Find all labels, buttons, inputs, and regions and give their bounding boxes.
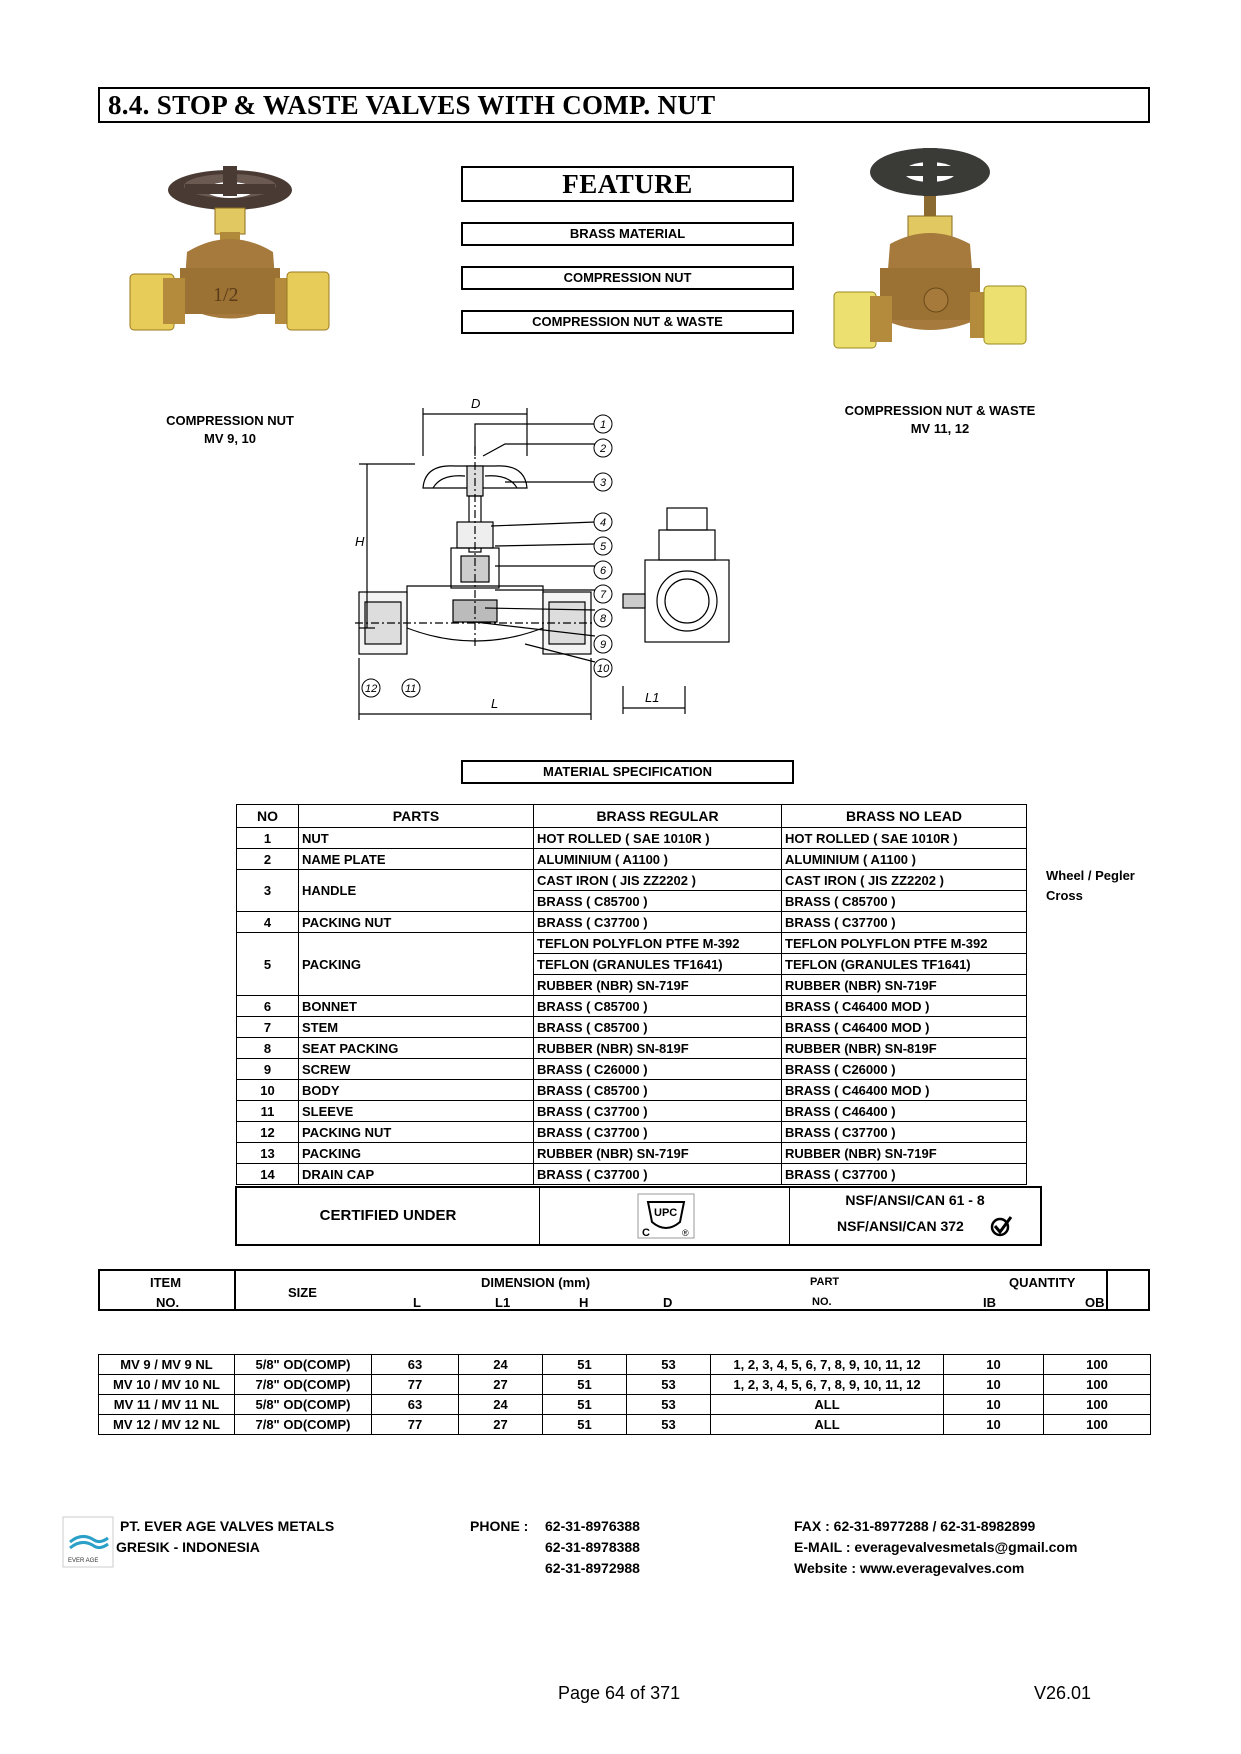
upc-logo-cell (540, 1188, 790, 1244)
cell-part: ALL (711, 1395, 944, 1415)
callout (594, 439, 612, 457)
caption-line: COMPRESSION NUT & WASTE (844, 403, 1036, 418)
row-nolead: BRASS ( C37700 ) (782, 1122, 1027, 1143)
callout (594, 537, 612, 555)
cell-ib: 10 (944, 1395, 1044, 1415)
col-header: DIMENSION (mm) (481, 1275, 591, 1290)
row-part: DRAIN CAP (299, 1164, 534, 1185)
version-number: V26.01 (1034, 1683, 1092, 1703)
row-nolead: BRASS ( C46400 MOD ) (782, 1080, 1027, 1101)
callout (594, 635, 612, 653)
row-part: SEAT PACKING (299, 1038, 534, 1059)
page-title: 8.4. STOP & WASTE VALVES WITH COMP. NUT (98, 87, 1150, 123)
cell-ib: 10 (944, 1355, 1044, 1375)
email-address[interactable]: E-MAIL : everagevalvesmetals@gmail.com (794, 1539, 1078, 1555)
cell-l: 77 (372, 1415, 459, 1435)
table-row (237, 996, 1027, 1017)
col-header: L1 (495, 1295, 511, 1310)
nsf-standard: NSF/ANSI/CAN 372 (837, 1218, 964, 1234)
row-nolead: ALUMINIUM ( A1100 ) (782, 849, 1027, 870)
caption-line: MV 11, 12 (910, 421, 970, 436)
row-regular: BRASS ( C85700 ) (534, 1080, 782, 1101)
size-marking: 1/2 (213, 284, 239, 306)
row-no: 9 (237, 1059, 299, 1080)
row-regular: HOT ROLLED ( SAE 1010R ) (534, 828, 782, 849)
table-row (99, 1355, 1151, 1375)
table-row (99, 1395, 1151, 1415)
col-header: D (663, 1295, 673, 1310)
cell-h: 51 (543, 1355, 627, 1375)
table-row (237, 1017, 1027, 1038)
cell-h: 51 (543, 1395, 627, 1415)
cell-size: 7/8" OD(COMP) (235, 1375, 372, 1395)
row-nolead: BRASS ( C46400 MOD ) (782, 996, 1027, 1017)
cell-ob: 100 (1044, 1415, 1151, 1435)
row-no: 8 (237, 1038, 299, 1059)
svg-text:12: 12 (365, 683, 378, 695)
row-part: PACKING (299, 1143, 534, 1164)
row-part: BONNET (299, 996, 534, 1017)
cell-l1: 24 (459, 1395, 543, 1415)
row-no: 6 (237, 996, 299, 1017)
handwheel-icon (168, 166, 292, 210)
row-nolead: BRASS ( C37700 ) (782, 912, 1027, 933)
material-spec-heading: MATERIAL SPECIFICATION (461, 760, 794, 784)
handwheel-icon (870, 148, 990, 196)
row-regular: TEFLON POLYFLON PTFE M-392 (534, 933, 782, 954)
cell-h: 51 (543, 1415, 627, 1435)
col-header: OB (1085, 1295, 1105, 1310)
row-part: STEM (299, 1017, 534, 1038)
svg-text:6: 6 (600, 565, 607, 577)
upc-logo-c: C (642, 1227, 650, 1239)
caption-line: MV 9, 10 (203, 431, 257, 446)
row-regular: CAST IRON ( JIS ZZ2202 ) (534, 870, 782, 891)
row-regular: BRASS ( C37700 ) (534, 1122, 782, 1143)
cell-l: 63 (372, 1395, 459, 1415)
row-nolead: HOT ROLLED ( SAE 1010R ) (782, 828, 1027, 849)
row-no: 7 (237, 1017, 299, 1038)
cell-part: 1, 2, 3, 4, 5, 6, 7, 8, 9, 10, 11, 12 (711, 1355, 944, 1375)
table-row (237, 828, 1027, 849)
cell-part: 1, 2, 3, 4, 5, 6, 7, 8, 9, 10, 11, 12 (711, 1375, 944, 1395)
svg-text:1: 1 (600, 419, 607, 431)
row-regular: RUBBER (NBR) SN-819F (534, 1038, 782, 1059)
cell-ob: 100 (1044, 1375, 1151, 1395)
cell-ob: 100 (1044, 1355, 1151, 1375)
cell-d: 53 (627, 1355, 711, 1375)
col-header: NO. (156, 1295, 180, 1310)
row-nolead: RUBBER (NBR) SN-719F (782, 1143, 1027, 1164)
upc-logo-text: UPC (654, 1207, 678, 1219)
row-no: 2 (237, 849, 299, 870)
row-nolead: TEFLON POLYFLON PTFE M-392 (782, 933, 1027, 954)
dim-label-l: L (491, 696, 499, 711)
feature-item: BRASS MATERIAL (461, 222, 794, 246)
company-location: GRESIK - INDONESIA (116, 1539, 260, 1555)
callout (594, 609, 612, 627)
row-part: SLEEVE (299, 1101, 534, 1122)
cell-d: 53 (627, 1415, 711, 1435)
row-no: 11 (237, 1101, 299, 1122)
table-row (237, 1122, 1027, 1143)
row-regular: RUBBER (NBR) SN-719F (534, 1143, 782, 1164)
feature-heading: FEATURE (461, 166, 794, 202)
row-part: NAME PLATE (299, 849, 534, 870)
row-no: 3 (237, 870, 299, 912)
cell-size: 5/8" OD(COMP) (235, 1395, 372, 1415)
row-regular: BRASS ( C37700 ) (534, 912, 782, 933)
certified-block (235, 1186, 1042, 1246)
row-regular: BRASS ( C85700 ) (534, 996, 782, 1017)
dim-label-l1: L1 (645, 690, 660, 705)
row-nolead: BRASS ( C37700 ) (782, 1164, 1027, 1185)
cell-d: 53 (627, 1395, 711, 1415)
row-nolead: RUBBER (NBR) SN-819F (782, 1038, 1027, 1059)
col-header: QUANTITY (1009, 1275, 1076, 1290)
upc-logo-r: ® (682, 1228, 689, 1238)
table-row (237, 933, 1027, 954)
svg-text:10: 10 (597, 663, 610, 675)
table-row (237, 1101, 1027, 1122)
company-logo (62, 1516, 114, 1568)
feature-item: COMPRESSION NUT (461, 266, 794, 290)
svg-text:4: 4 (600, 517, 607, 529)
col-header: ITEM (150, 1275, 182, 1290)
row-part: NUT (299, 828, 534, 849)
row-regular: RUBBER (NBR) SN-719F (534, 975, 782, 996)
row-part: PACKING NUT (299, 912, 534, 933)
col-header: BRASS REGULAR (534, 805, 782, 828)
cell-part: ALL (711, 1415, 944, 1435)
table-row (237, 1143, 1027, 1164)
logo-text: EVER AGE (68, 1558, 99, 1564)
col-header: PART (810, 1276, 840, 1288)
row-part: HANDLE (299, 870, 534, 912)
left-product-caption (140, 412, 320, 448)
dim-label-h: H (355, 534, 365, 549)
handle-note: Cross (1046, 888, 1083, 903)
compression-nut-waste-valve-photo (820, 140, 1030, 370)
cell-item: MV 9 / MV 9 NL (99, 1355, 235, 1375)
row-no: 12 (237, 1122, 299, 1143)
page-number: Page 64 of 371 (558, 1683, 681, 1703)
caption-line: COMPRESSION NUT (166, 413, 294, 428)
col-header: SIZE (288, 1285, 317, 1300)
row-no: 5 (237, 933, 299, 996)
handle-note: Wheel / Pegler (1046, 868, 1135, 883)
table-row (237, 1059, 1027, 1080)
table-row (237, 912, 1027, 933)
row-no: 13 (237, 1143, 299, 1164)
col-header: NO (237, 805, 299, 828)
cell-ib: 10 (944, 1415, 1044, 1435)
row-no: 4 (237, 912, 299, 933)
row-regular: TEFLON (GRANULES TF1641) (534, 954, 782, 975)
cell-item: MV 12 / MV 12 NL (99, 1415, 235, 1435)
cell-ib: 10 (944, 1375, 1044, 1395)
cell-ob: 100 (1044, 1395, 1151, 1415)
certified-label: CERTIFIED UNDER (237, 1188, 540, 1244)
row-nolead: BRASS ( C46400 MOD ) (782, 1017, 1027, 1038)
phone-number: 62-31-8976388 (545, 1518, 640, 1534)
nsf-standard: NSF/ANSI/CAN 61 - 8 (845, 1192, 985, 1208)
col-header: PARTS (299, 805, 534, 828)
cell-size: 5/8" OD(COMP) (235, 1355, 372, 1375)
row-nolead: TEFLON (GRANULES TF1641) (782, 954, 1027, 975)
row-regular: BRASS ( C37700 ) (534, 1101, 782, 1122)
svg-text:2: 2 (600, 443, 607, 455)
table-row (237, 1164, 1027, 1185)
callout (362, 679, 380, 697)
table-header-row (237, 805, 1027, 828)
table-row (237, 870, 1027, 891)
row-regular: BRASS ( C85700 ) (534, 891, 782, 912)
cell-l: 77 (372, 1375, 459, 1395)
row-nolead: RUBBER (NBR) SN-719F (782, 975, 1027, 996)
fax-number: FAX : 62-31-8977288 / 62-31-8982899 (794, 1518, 1036, 1534)
row-part: BODY (299, 1080, 534, 1101)
cell-l1: 27 (459, 1415, 543, 1435)
svg-text:11: 11 (405, 683, 417, 695)
cell-h: 51 (543, 1375, 627, 1395)
cell-size: 7/8" OD(COMP) (235, 1415, 372, 1435)
table-row (237, 1080, 1027, 1101)
material-spec-table (236, 804, 1027, 1185)
row-nolead: BRASS ( C26000 ) (782, 1059, 1027, 1080)
col-header: L (413, 1295, 421, 1310)
row-regular: BRASS ( C26000 ) (534, 1059, 782, 1080)
callout (594, 415, 612, 433)
col-header: BRASS NO LEAD (782, 805, 1027, 828)
callout (594, 659, 612, 677)
cell-l1: 27 (459, 1375, 543, 1395)
svg-text:9: 9 (600, 639, 607, 651)
row-part: PACKING (299, 933, 534, 996)
table-row (99, 1415, 1151, 1435)
col-header: IB (983, 1295, 996, 1310)
table-row (237, 849, 1027, 870)
row-no: 14 (237, 1164, 299, 1185)
compression-nut-valve-photo (125, 156, 335, 371)
row-no: 10 (237, 1080, 299, 1101)
feature-item: COMPRESSION NUT & WASTE (461, 310, 794, 334)
callout (594, 513, 612, 531)
row-part: SCREW (299, 1059, 534, 1080)
checkmark-icon (989, 1214, 1013, 1238)
col-header: NO. (812, 1296, 832, 1308)
website-link[interactable]: Website : www.everagevalves.com (794, 1560, 1025, 1576)
valve-technical-drawing (355, 396, 775, 736)
cell-item: MV 10 / MV 10 NL (99, 1375, 235, 1395)
callout (594, 561, 612, 579)
cell-l: 63 (372, 1355, 459, 1375)
phone-label: PHONE : (470, 1518, 529, 1534)
callout (594, 473, 612, 491)
callout (402, 679, 420, 697)
table-row (237, 1038, 1027, 1059)
phone-number: 62-31-8972988 (545, 1560, 640, 1576)
cell-item: MV 11 / MV 11 NL (99, 1395, 235, 1415)
row-no: 1 (237, 828, 299, 849)
company-name: PT. EVER AGE VALVES METALS (120, 1518, 335, 1534)
row-nolead: CAST IRON ( JIS ZZ2202 ) (782, 870, 1027, 891)
col-header: H (579, 1295, 589, 1310)
row-regular: BRASS ( C37700 ) (534, 1164, 782, 1185)
row-regular: ALUMINIUM ( A1100 ) (534, 849, 782, 870)
cell-l1: 24 (459, 1355, 543, 1375)
row-nolead: BRASS ( C46400 ) (782, 1101, 1027, 1122)
upc-logo-icon (636, 1192, 696, 1240)
table-row (99, 1375, 1151, 1395)
svg-text:7: 7 (600, 589, 607, 601)
row-nolead: BRASS ( C85700 ) (782, 891, 1027, 912)
svg-text:8: 8 (600, 613, 607, 625)
svg-text:5: 5 (600, 541, 607, 553)
right-product-caption (820, 402, 1060, 438)
callout (594, 585, 612, 603)
row-part: PACKING NUT (299, 1122, 534, 1143)
dim-label-d: D (471, 396, 481, 411)
cell-d: 53 (627, 1375, 711, 1395)
svg-text:3: 3 (600, 477, 607, 489)
phone-number: 62-31-8978388 (545, 1539, 640, 1555)
row-regular: BRASS ( C85700 ) (534, 1017, 782, 1038)
dimension-table (98, 1354, 1151, 1435)
